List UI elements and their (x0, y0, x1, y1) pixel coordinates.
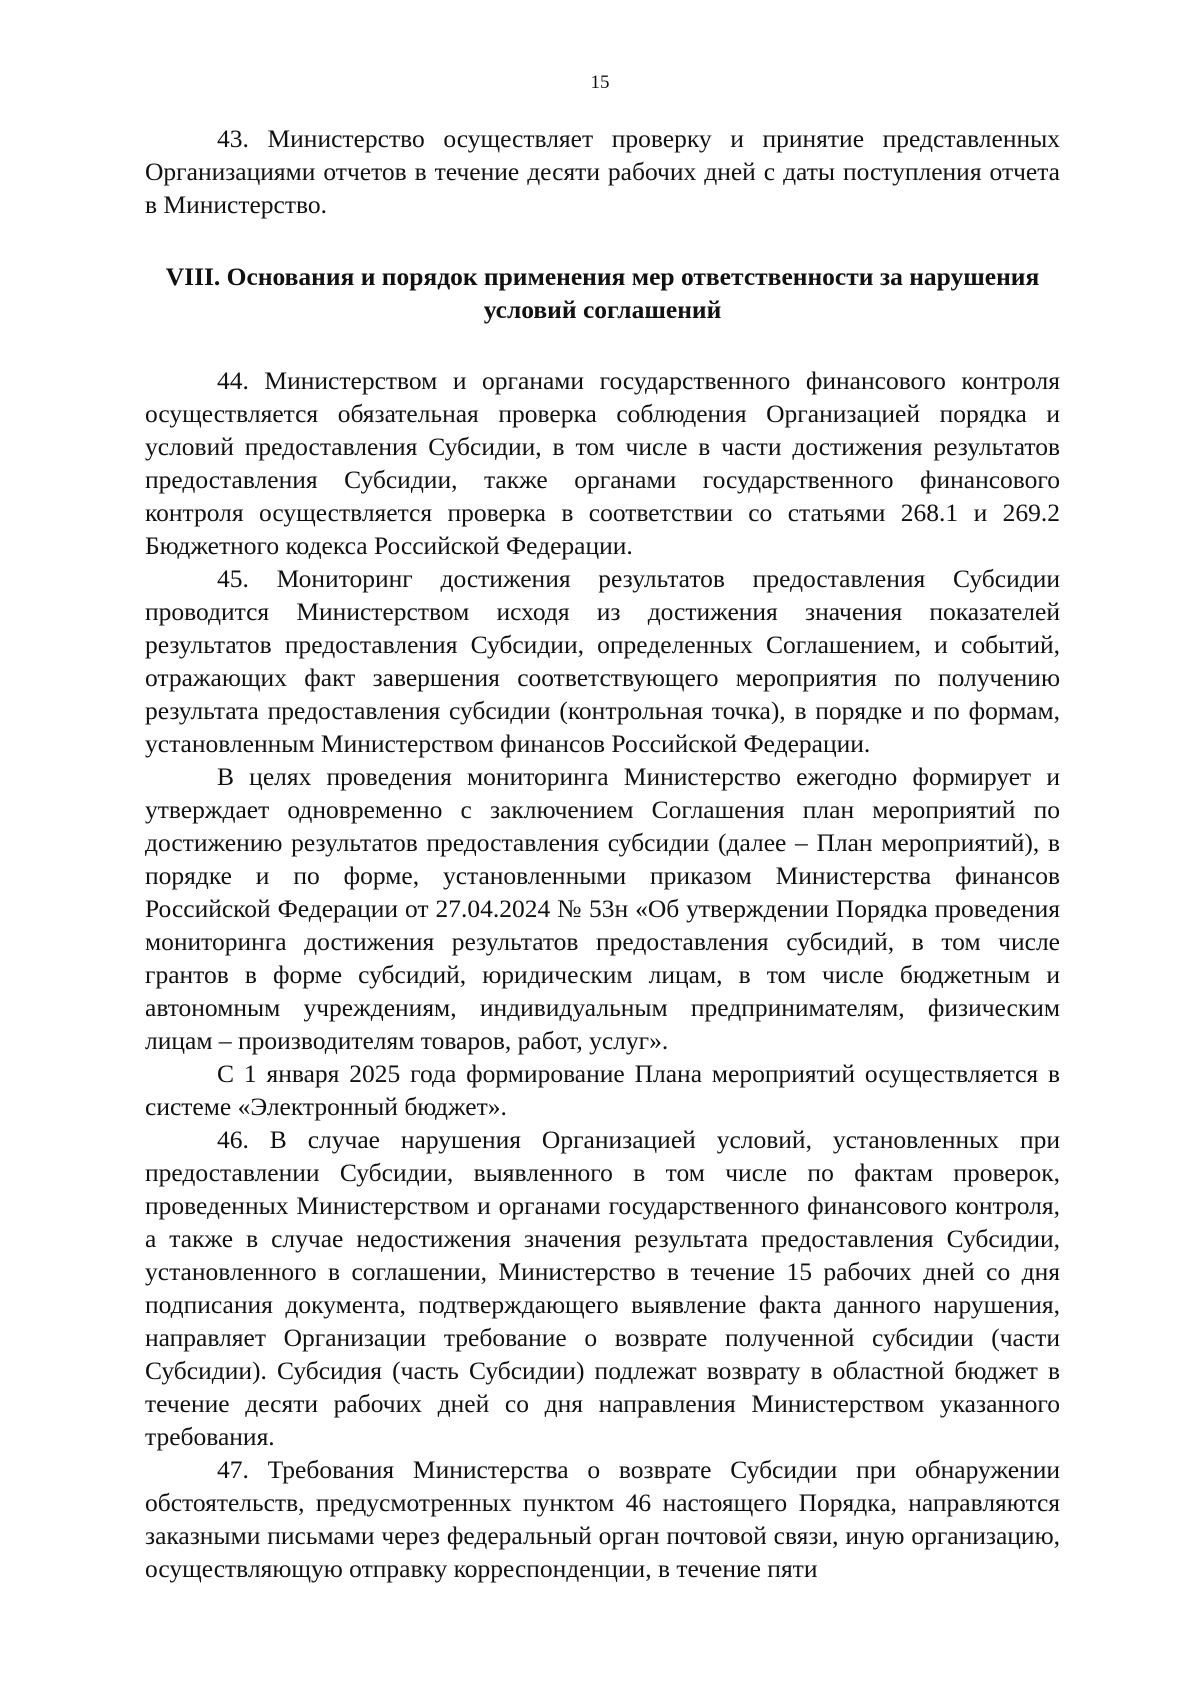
page-number: 15 (590, 72, 610, 93)
section-heading-line-2: условий соглашений (483, 295, 722, 324)
paragraph-46: 46. В случае нарушения Организацией условий, установленных при предоставлении Субсидии, выявленного в том числе по фактам проверок, проведенных Министерством и органами государственного финансового контроля, а также в случае недостижения значения результата предоставления Субсидии, установленного в соглашении, Министерство в течение 15 рабочих дней со дня подписания документа, подтверждающего выявление факта данного нарушения, направляет Организации требование о возврате полученной субсидии (части Субсидии). Субсидия (часть Субсидии) подлежат возврату в областной бюджет в течение десяти рабочих дней со дня направления Министерством указанного требования. (145, 1125, 1060, 1451)
paragraph-43: 43. Министерство осуществляет проверку и принятие представленных Организациями отчетов в течение десяти рабочих дней с даты поступления отчета в Министерство. (145, 124, 1060, 219)
paragraph-45-monitoring-plan: В целях проведения мониторинга Министерство ежегодно формирует и утверждает одновременно с заключением Соглашения план мероприятий по достижению результатов предоставления субсидии (далее – План мероприятий), в порядке и по форме, установленными приказом Министерства финансов Российской Федерации от 27.04.2024 № 53н «Об утверждении Порядка проведения мониторинга достижения результатов предоставления субсидий, в том числе грантов в форме субсидий, юридическим лицам, в том числе бюджетным и автономным учреждениям, индивидуальным предпринимателям, физическим лицам – производителям товаров, работ, услуг». (145, 762, 1060, 1055)
document-body (145, 122, 1060, 1585)
paragraph-47: 47. Требования Министерства о возврате Субсидии при обнаружении обстоятельств, предусмотренных пунктом 46 настоящего Порядка, направляются заказными письмами через федеральный орган почтовой связи, иную организацию, осуществляющую отправку корреспонденции, в течение пяти (145, 1455, 1060, 1583)
paragraph-45: 45. Мониторинг достижения результатов предоставления Субсидии проводится Министерством исходя из достижения значения показателей результатов предоставления Субсидии, определенных Соглашением, и событий, отражающих факт завершения соответствующего мероприятия по получению результата предоставления субсидии (контрольная точка), в порядке и по формам, установленным Министерством финансов Российской Федерации. (145, 564, 1060, 758)
paragraph-45-electronic-budget: С 1 января 2025 года формирование Плана мероприятий осуществляется в системе «Электронный бюджет». (145, 1059, 1060, 1121)
paragraph-44: 44. Министерством и органами государственного финансового контроля осуществляется обязательная проверка соблюдения Организацией порядка и условий предоставления Субсидии, в том числе в части достижения результатов предоставления Субсидии, также органами государственного финансового контроля осуществляется проверка в соответствии со статьями 268.1 и 269.2 Бюджетного кодекса Российской Федерации. (145, 366, 1060, 560)
section-heading (145, 260, 1060, 326)
section-heading-line-1: VIII. Основания и порядок применения мер ответственности за нарушения (165, 262, 1040, 291)
